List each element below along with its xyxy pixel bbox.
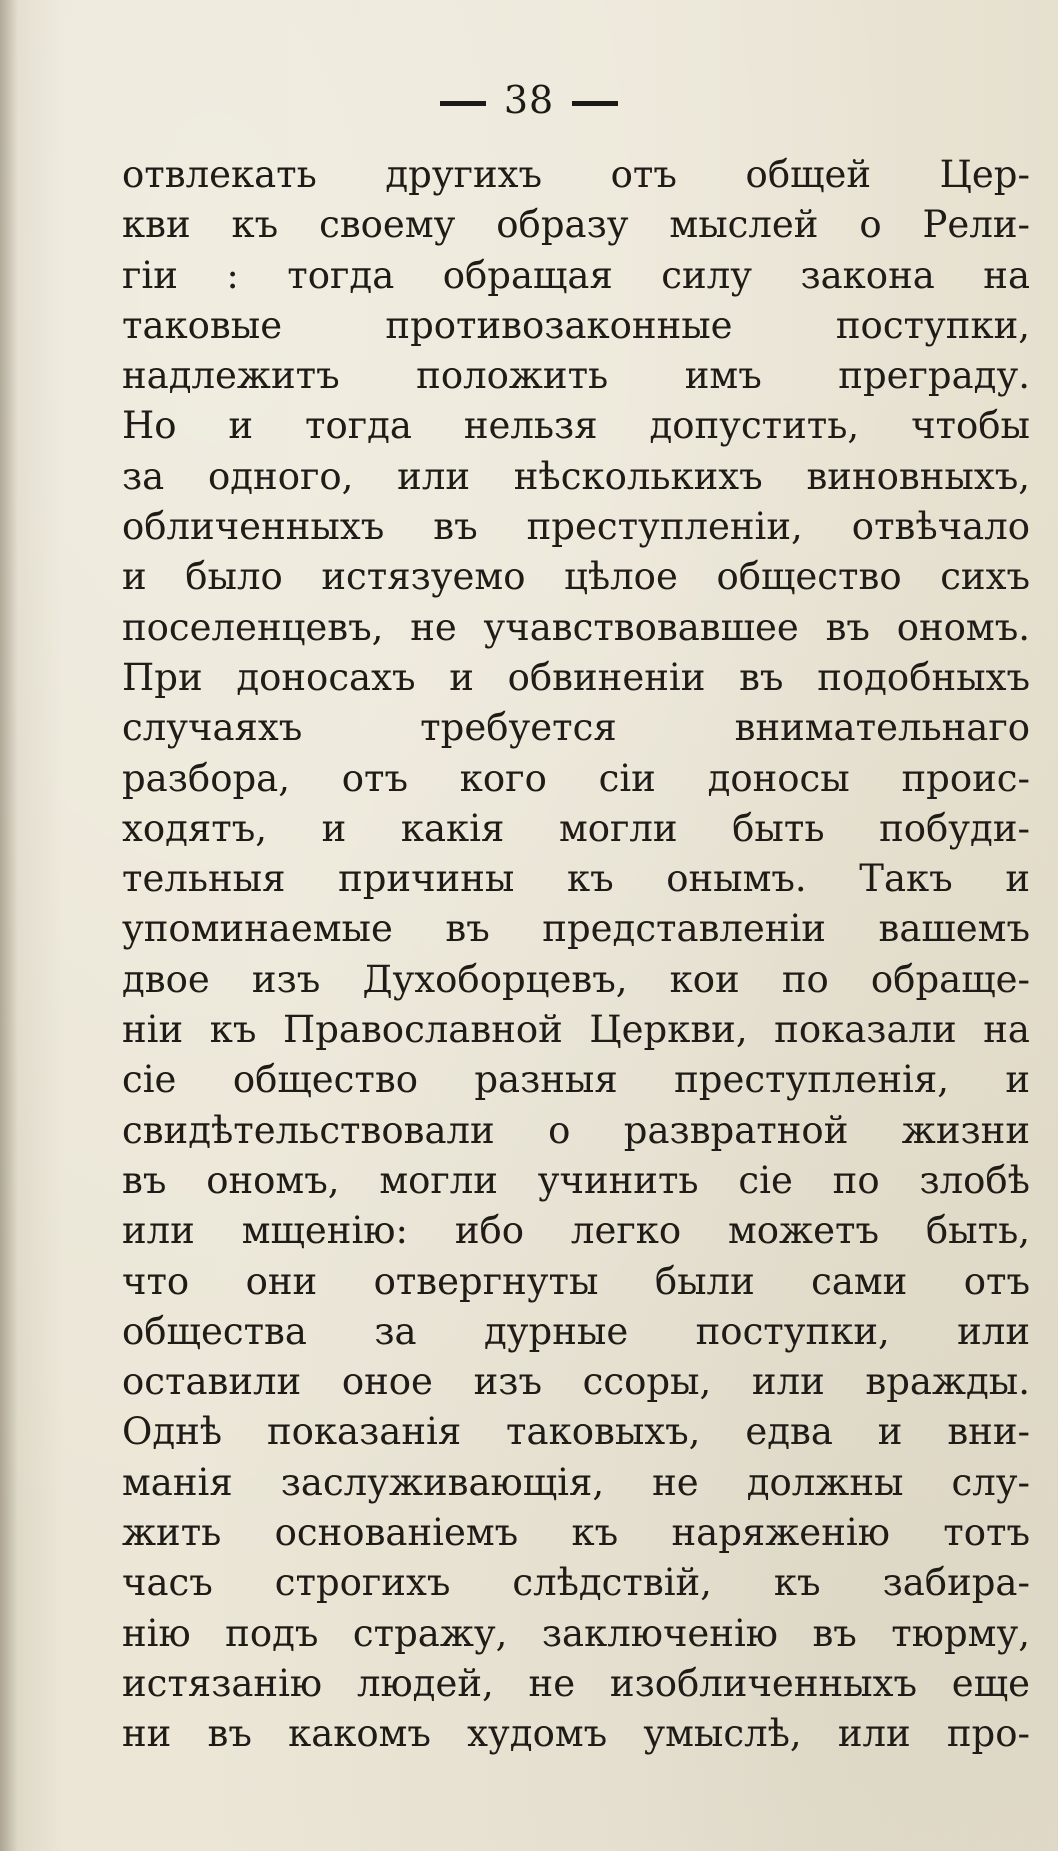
text-line: таковые противозаконные поступки, [122, 303, 1030, 347]
page-header [0, 78, 1058, 122]
text-line: истязанію людей, не изобличенныхъ еще [122, 1661, 1030, 1705]
text-line: за одного, или нѣсколькихъ виновныхъ, [122, 454, 1030, 498]
text-line: или мщенію: ибо легко можетъ быть, [122, 1209, 1030, 1253]
text-line: нію подъ стражу, заключенію въ тюрму, [122, 1611, 1030, 1655]
text-line: упоминаемые въ представленіи вашемъ [122, 907, 1030, 951]
text-line: При доносахъ и обвиненіи въ подобныхъ [122, 655, 1030, 699]
text-line: ни въ какомъ худомъ умыслѣ, или про- [122, 1712, 1030, 1756]
page-gutter-shadow [0, 0, 18, 1851]
text-line: Но и тогда нельзя допустить, чтобы [122, 404, 1030, 448]
text-line: жить основаніемъ къ наряженію тотъ [122, 1511, 1030, 1555]
text-line: ходятъ, и какія могли быть побуди- [122, 806, 1030, 850]
header-dash-left [440, 101, 486, 106]
text-line: разбора, отъ кого сіи доносы проис- [122, 756, 1030, 800]
text-line: въ ономъ, могли учинить сіе по злобѣ [122, 1158, 1030, 1202]
text-line: надлежитъ положить имъ преграду. [122, 354, 1030, 398]
page-number: 38 [503, 78, 555, 122]
body-text [122, 150, 1030, 1760]
text-line: сіе общество разныя преступленія, и [122, 1058, 1030, 1102]
text-line: тельныя причины къ онымъ. Такъ и [122, 857, 1030, 901]
text-line: ніи къ Православной Церкви, показали на [122, 1008, 1030, 1052]
text-line: Однѣ показанія таковыхъ, едва и вни- [122, 1410, 1030, 1454]
text-line: оставили оное изъ ссоры, или вражды. [122, 1360, 1030, 1404]
text-line: общества за дурные поступки, или [122, 1309, 1030, 1353]
header-dash-right [572, 101, 618, 106]
text-line: случаяхъ требуется внимательнаго [122, 706, 1030, 750]
text-line: поселенцевъ, не учавствовавшее въ ономъ. [122, 605, 1030, 649]
text-line: свидѣтельствовали о развратной жизни [122, 1108, 1030, 1152]
text-line: что они отвергнуты были сами отъ [122, 1259, 1030, 1303]
text-line: гіи : тогда обращая силу закона на [122, 253, 1030, 297]
text-line: часъ строгихъ слѣдствій, къ забира- [122, 1561, 1030, 1605]
text-line: кви къ своему образу мыслей о Рели- [122, 203, 1030, 247]
text-line: манія заслуживающія, не должны слу- [122, 1460, 1030, 1504]
text-line: обличенныхъ въ преступленіи, отвѣчало [122, 505, 1030, 549]
text-line: отвлекать другихъ отъ общей Цер- [122, 153, 1030, 196]
text-line: двое изъ Духоборцевъ, кои по обраще- [122, 957, 1030, 1001]
text-line: и было истязуемо цѣлое общество сихъ [122, 555, 1030, 599]
